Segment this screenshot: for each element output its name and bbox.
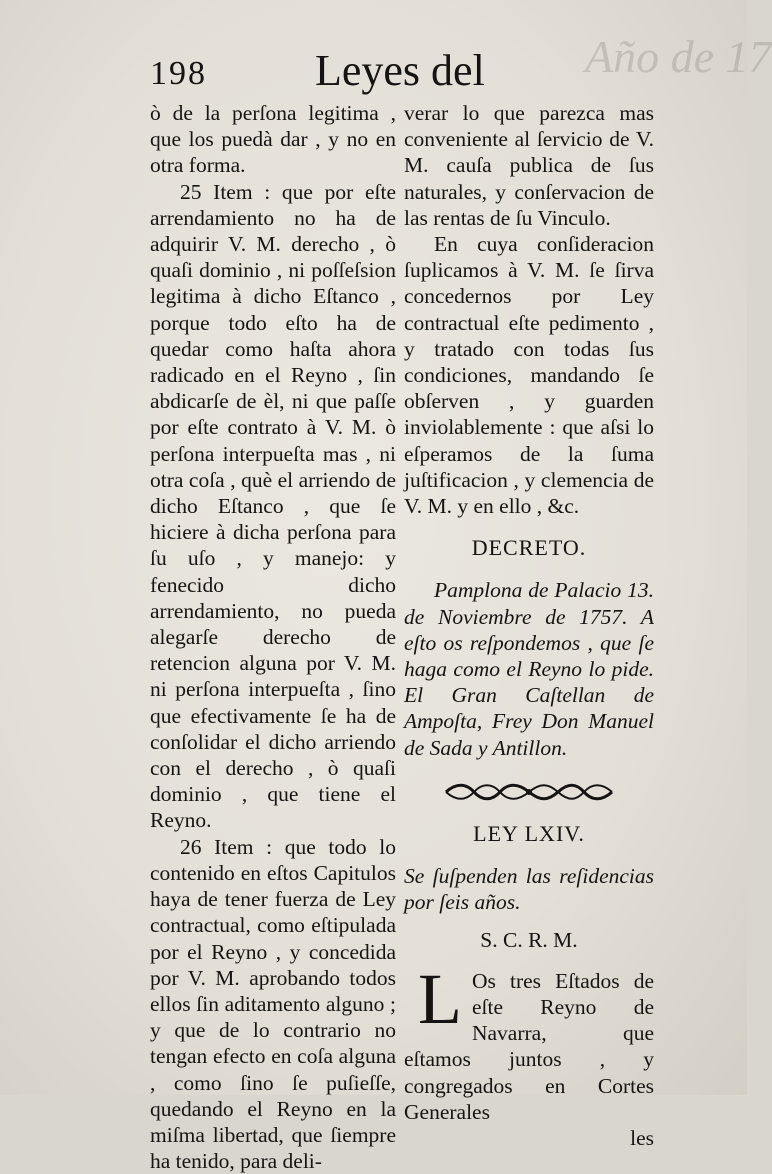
- left-paragraph-item-25: 25 Item : que por eſte arrendamiento no ha de adquirir V. M. derecho , ò quaſi dominio , ni poſſeſsion legitima à dicho Eſtanco , porque todo eſto ha de quedar como haſta ahora radicado en el Reyno , ſin abdicarſe de èl, ni que paſſe por eſte contrato à V. M. ò perſona interpueſta mas , ni otra coſa , què el arriendo de dicho Eſtanco , que ſe hiciere à dicha perſona para ſu uſo , y manejo: y fenecido dicho arrendamiento, no pueda alegarſe derecho de retencion alguna por V. M. ni perſona interpueſta , ſino que efectivamente ſe ha de conſolidar el dicho arriendo con el derecho , ò quaſi dominio , que tiene el Reyno.: [150, 179, 396, 833]
- left-paragraph-item-26: 26 Item : que todo lo contenido en eſtos Capitulos haya de tener fuerza de Ley contractual, como eſtipulada por el Reyno , y concedida por V. M. aprobando todos ellos ſin aditamento alguno ; y que de lo contrario no tengan efecto en coſa alguna , como ſino ſe puſieſſe, quedando el Reyno en la miſma libertad, que ſiempre ha tenido, para deli-: [150, 834, 396, 1174]
- opening-text: Os tres Eſtados de eſte Reyno de Navarra, que eſtamos juntos , y congregados en Cortes Generales: [404, 968, 654, 1124]
- salutation: S. C. R. M.: [480, 928, 578, 953]
- decreto-text: Pamplona de Palacio 13. de Noviembre de 1757. A eſto os reſpondemos , que ſe haga como el Reyno lo pide. El Gran Caſtellan de Ampoſta, Frey Don Manuel de Sada y Antillon.: [404, 578, 654, 760]
- left-column: [150, 100, 396, 1174]
- right-paragraph-1: verar lo que parezca mas conveniente al ſervicio de V. M. cauſa publica de ſus naturales, y conſervacion de las rentas de ſu Vinculo.: [404, 101, 654, 230]
- running-title: Leyes del: [315, 46, 485, 95]
- page-header: [0, 45, 747, 105]
- drop-cap: L: [418, 958, 462, 1039]
- right-column: [404, 100, 654, 1151]
- opening-paragraph: [404, 958, 654, 1151]
- catchword: les: [630, 1125, 654, 1150]
- left-paragraph-1: ò de la perſona legitima , que los puedà dar , y no en otra forma.: [150, 101, 396, 178]
- decreto-heading: DECRETO.: [471, 535, 587, 561]
- bleed-through-text: Año de 17: [585, 31, 772, 82]
- ornament-divider: [444, 781, 614, 803]
- right-paragraph-2: En cuya conſideracion ſuplicamos à V. M. ſe ſirva concedernos por Ley contractual eſte pedimento , y tratado con todas ſus condiciones, mandando ſe obſerven , y guarden inviolablemente : que aſsi lo eſperamos de la ſuma juſtificacion , y clemencia de V. M. y en ello , &c.: [404, 232, 654, 519]
- ley-heading: LEY LXIV.: [473, 820, 585, 846]
- page-number: 198: [150, 55, 207, 92]
- ley-summary: Se ſuſpenden las reſidencias por ſeis años.: [404, 864, 654, 915]
